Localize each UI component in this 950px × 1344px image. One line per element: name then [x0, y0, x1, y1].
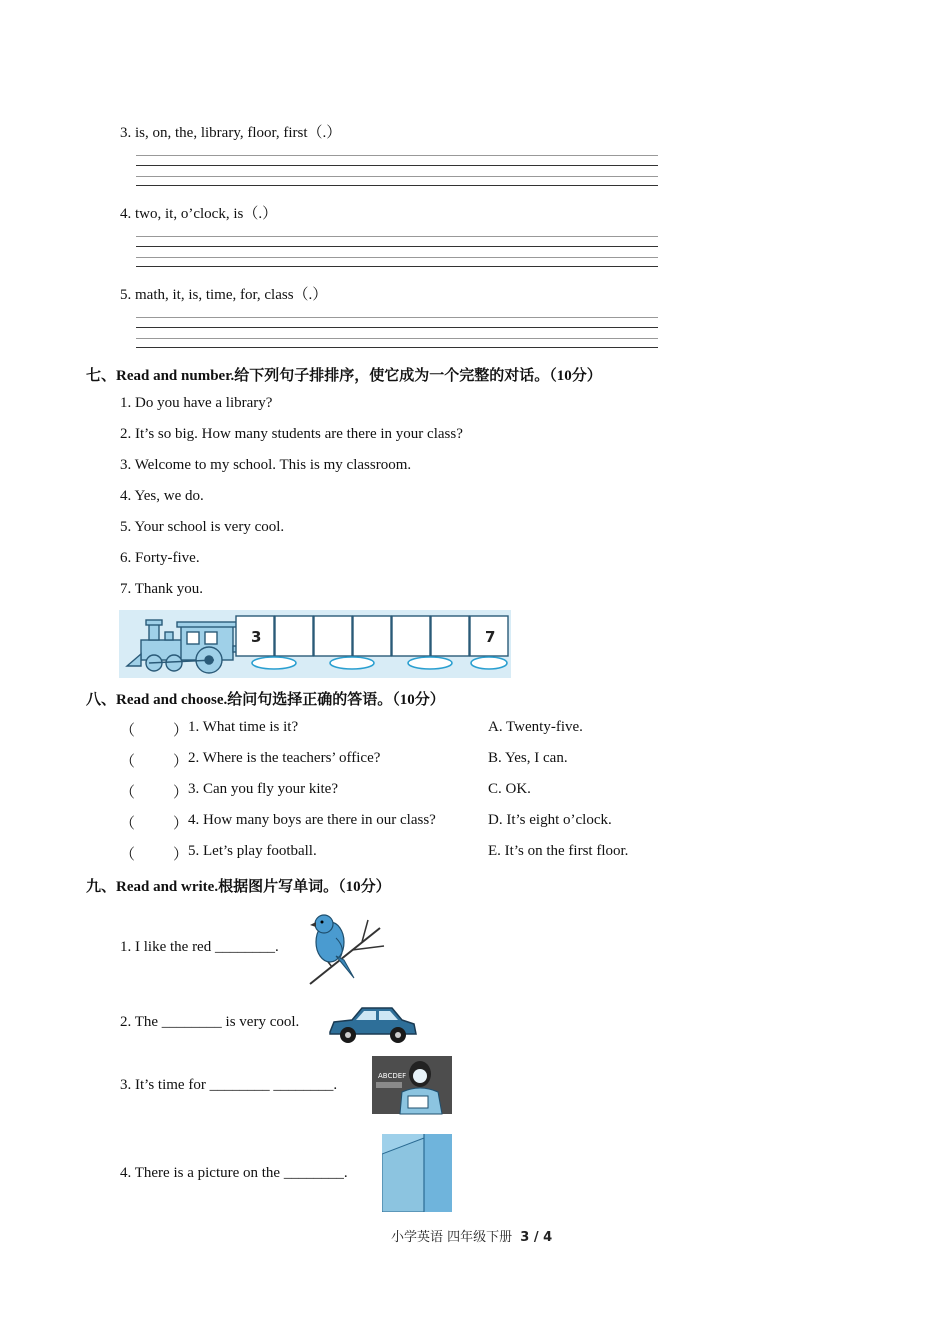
wheel-icon	[408, 657, 452, 669]
writing-line[interactable]	[136, 165, 658, 166]
answer-bracket-close: ）	[172, 816, 188, 832]
answer-option: C. OK.	[488, 781, 531, 797]
writing-line[interactable]	[136, 347, 658, 348]
answer-bracket-open: （	[120, 754, 136, 770]
answer-bracket-close: ）	[172, 847, 188, 863]
section6-item-3: 3. is, on, the, library, floor, first（.）	[120, 125, 342, 141]
answer-option: A. Twenty-five.	[488, 719, 583, 735]
section7-item: 6. Forty-five.	[120, 550, 200, 566]
writing-line[interactable]	[136, 185, 658, 186]
question: 3. Can you fly your kite?	[188, 781, 338, 797]
section6-item-5: 5. math, it, is, time, for, class（.）	[120, 287, 328, 303]
answer-bracket-close: ）	[172, 723, 188, 739]
answer-slot[interactable]	[139, 781, 169, 801]
section9-heading: 九、Read and write.根据图片写单词。（10分）	[86, 879, 391, 895]
page-number: 3 / 4	[520, 1230, 553, 1245]
answer-bracket-open: （	[120, 723, 136, 739]
section9-item: 4. There is a picture on the ________.	[120, 1165, 348, 1181]
writing-line[interactable]	[136, 155, 658, 156]
train-illustration	[119, 610, 511, 678]
number-box[interactable]	[353, 616, 391, 656]
number-box[interactable]	[275, 616, 313, 656]
section7-item: 2. It’s so big. How many students are there in your class?	[120, 426, 463, 442]
writing-line[interactable]	[136, 176, 658, 177]
answer-slot[interactable]	[139, 812, 169, 832]
writing-line[interactable]	[136, 317, 658, 318]
section9-item: 3. It’s time for ________ ________.	[120, 1077, 338, 1093]
question: 1. What time is it?	[188, 719, 299, 735]
writing-line[interactable]	[136, 266, 658, 267]
answer-bracket-open: （	[120, 847, 136, 863]
wheel-icon	[471, 657, 507, 669]
blackboard-text: ABCDEF	[378, 1072, 407, 1080]
writing-line[interactable]	[136, 327, 658, 328]
question: 4. How many boys are there in our class?	[188, 812, 436, 828]
answer-bracket-open: （	[120, 785, 136, 801]
answer-slot[interactable]	[139, 750, 169, 770]
question: 5. Let’s play football.	[188, 843, 317, 859]
section7-item: 5. Your school is very cool.	[120, 519, 285, 535]
section8-heading: 八、Read and choose.给问句选择正确的答语。（10分）	[86, 692, 445, 708]
number-box[interactable]	[314, 616, 352, 656]
answer-bracket-close: ）	[172, 785, 188, 801]
number-box[interactable]	[431, 616, 469, 656]
section7-item: 7. Thank you.	[120, 581, 204, 597]
teacher-blackboard-icon	[372, 1056, 452, 1118]
section9-item: 2. The ________ is very cool.	[120, 1014, 300, 1030]
section7-item: 3. Welcome to my school. This is my classroom.	[120, 457, 412, 473]
section7-item: 1. Do you have a library?	[120, 395, 273, 411]
wheel-icon	[330, 657, 374, 669]
writing-line[interactable]	[136, 338, 658, 339]
section7-item: 4. Yes, we do.	[120, 488, 204, 504]
answer-slot[interactable]	[139, 843, 169, 863]
answer-option: D. It’s eight o’clock.	[488, 812, 612, 828]
train-box-first-number: 3	[251, 628, 262, 646]
bird-icon	[302, 912, 386, 988]
section7-heading: 七、Read and number.给下列句子排排序，使它成为一个完整的对话。（10分）	[86, 368, 602, 384]
number-box[interactable]	[392, 616, 430, 656]
train-box-last-number: 7	[485, 628, 496, 646]
answer-bracket-close: ）	[172, 754, 188, 770]
writing-line[interactable]	[136, 257, 658, 258]
writing-line[interactable]	[136, 246, 658, 247]
answer-option: B. Yes, I can.	[488, 750, 568, 766]
answer-bracket-open: （	[120, 816, 136, 832]
car-icon	[326, 1002, 418, 1046]
wall-icon	[382, 1134, 452, 1212]
writing-line[interactable]	[136, 236, 658, 237]
wheel-icon	[252, 657, 296, 669]
question: 2. Where is the teachers’ office?	[188, 750, 381, 766]
footer-label: 小学英语 四年级下册	[391, 1230, 513, 1245]
section6-item-4: 4. two, it, o’clock, is（.）	[120, 206, 278, 222]
answer-option: E. It’s on the first floor.	[488, 843, 629, 859]
answer-slot[interactable]	[139, 719, 169, 739]
number-boxes	[236, 616, 508, 656]
section9-item: 1. I like the red ________.	[120, 939, 279, 955]
